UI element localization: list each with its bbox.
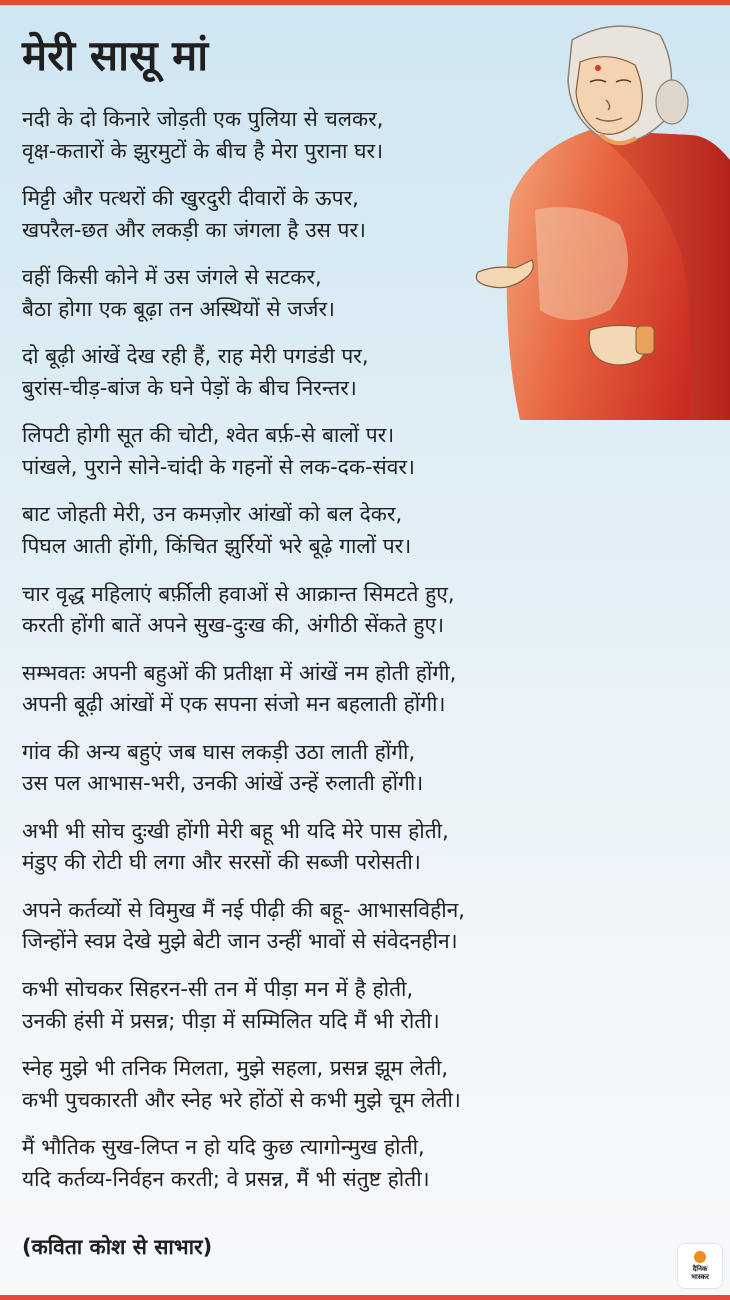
poem-line: उस पल आभास-भरी, उनकी आंखें उन्हें रुलाती होंगी। — [22, 771, 424, 796]
poem-line: कभी पुचकारती और स्नेह भरे होंठों से कभी मुझे चूम लेती। — [22, 1087, 461, 1112]
poem-line: लिपटी होगी सूत की चोटी, श्वेत बर्फ़-से बालों पर। — [22, 423, 395, 448]
poem-line: वृक्ष-कतारों के झुरमुटों के बीच है मेरा पुराना घर। — [22, 138, 384, 163]
stanza — [22, 658, 642, 721]
stanza — [22, 816, 642, 879]
stanza — [22, 104, 642, 167]
poem-line: दो बूढ़ी आंखें देख रही हैं, राह मेरी पगडंडी पर, — [22, 344, 369, 369]
poem-line: चार वृद्ध महिलाएं बर्फ़ीली हवाओं से आक्रान्त सिमटते हुए, — [22, 581, 455, 606]
stanza — [22, 974, 642, 1037]
poem-line: कभी सोचकर सिहरन-सी तन में पीड़ा मन में है होती, — [22, 977, 414, 1002]
stanza — [22, 183, 642, 246]
poem-line: मिट्टी और पत्थरों की खुरदुरी दीवारों के ऊपर, — [22, 186, 359, 211]
poem-line: अपने कर्तव्यों से विमुख मैं नई पीढ़ी की बहू- आभासविहीन, — [22, 897, 465, 922]
stanza — [22, 1132, 642, 1195]
poem-line: बुरांस-चीड़-बांज के घने पेड़ों के बीच निरन्तर। — [22, 375, 357, 400]
poem-line: नदी के दो किनारे जोड़ती एक पुलिया से चलकर, — [22, 107, 384, 131]
stanza — [22, 579, 642, 642]
poem-line: बाट जोहती मेरी, उन कमज़ोर आंखों को बल देकर, — [22, 502, 403, 527]
stanza — [22, 737, 642, 800]
poem-line: यदि कर्तव्य-निर्वहन करती; वे प्रसन्न, मैं भी संतुष्ट होती। — [22, 1166, 430, 1191]
poem-line: वहीं किसी कोने में उस जंगले से सटकर, — [22, 265, 322, 290]
poem-line: जिन्होंने स्वप्न देखे मुझे बेटी जान उन्हीं भावों से संवेदनहीन। — [22, 929, 458, 954]
poem-line: अपनी बूढ़ी आंखों में एक सपना संजो मन बहलाती होंगी। — [22, 692, 446, 717]
source-credit: (कविता कोश से साभार) — [22, 1235, 213, 1259]
logo-text-line2: भास्कर — [691, 1273, 709, 1281]
top-accent-bar — [0, 0, 730, 5]
stanza — [22, 420, 642, 483]
poem-line: उनकी हंसी में प्रसन्न; पीड़ा में सम्मिलित यदि मैं भी रोती। — [22, 1008, 440, 1033]
stanza — [22, 341, 642, 404]
poem-line: पांखले, पुराने सोने-चांदी के गहनों से लक-दक-संवर। — [22, 454, 415, 479]
stanza — [22, 895, 642, 958]
poem-title: मेरी सासू मां — [22, 31, 209, 80]
poem-line: खपरैल-छत और लकड़ी का जंगला है उस पर। — [22, 217, 367, 242]
stanza — [22, 499, 642, 562]
poem-line: बैठा होगा एक बूढ़ा तन अस्थियों से जर्जर। — [22, 296, 336, 321]
logo-text-line1: दैनिक — [692, 1265, 708, 1273]
poem-line: मैं भौतिक सुख-लिप्त न हो यदि कुछ त्यागोन्मुख होती, — [22, 1135, 425, 1160]
poem-line: स्नेह मुझे भी तनिक मिलता, मुझे सहला, प्रसन्न झूम लेती, — [22, 1056, 449, 1081]
poem-line: सम्भवतः अपनी बहुओं की प्रतीक्षा में आंखें नम होती होंगी, — [22, 660, 457, 685]
dainik-bhaskar-logo — [678, 1244, 722, 1288]
sun-icon — [694, 1251, 706, 1263]
poem-line: मंडुए की रोटी घी लगा और सरसों की सब्जी परोसती। — [22, 850, 421, 875]
poem-line: पिघल आती होंगी, किंचित झुर्रियों भरे बूढ़े गालों पर। — [22, 533, 412, 558]
bottom-accent-bar — [0, 1295, 730, 1300]
poem-line: अभी भी सोच दुःखी होंगी मेरी बहू भी यदि मेरे पास होती, — [22, 818, 449, 843]
poem-line: करती होंगी बातें अपने सुख-दुःख की, अंगीठी सेंकते हुए। — [22, 613, 445, 638]
poem-line: गांव की अन्य बहुएं जब घास लकड़ी उठा लाती होंगी, — [22, 739, 416, 764]
stanza — [22, 262, 642, 325]
stanza — [22, 1053, 642, 1116]
poem-body — [22, 104, 642, 1211]
